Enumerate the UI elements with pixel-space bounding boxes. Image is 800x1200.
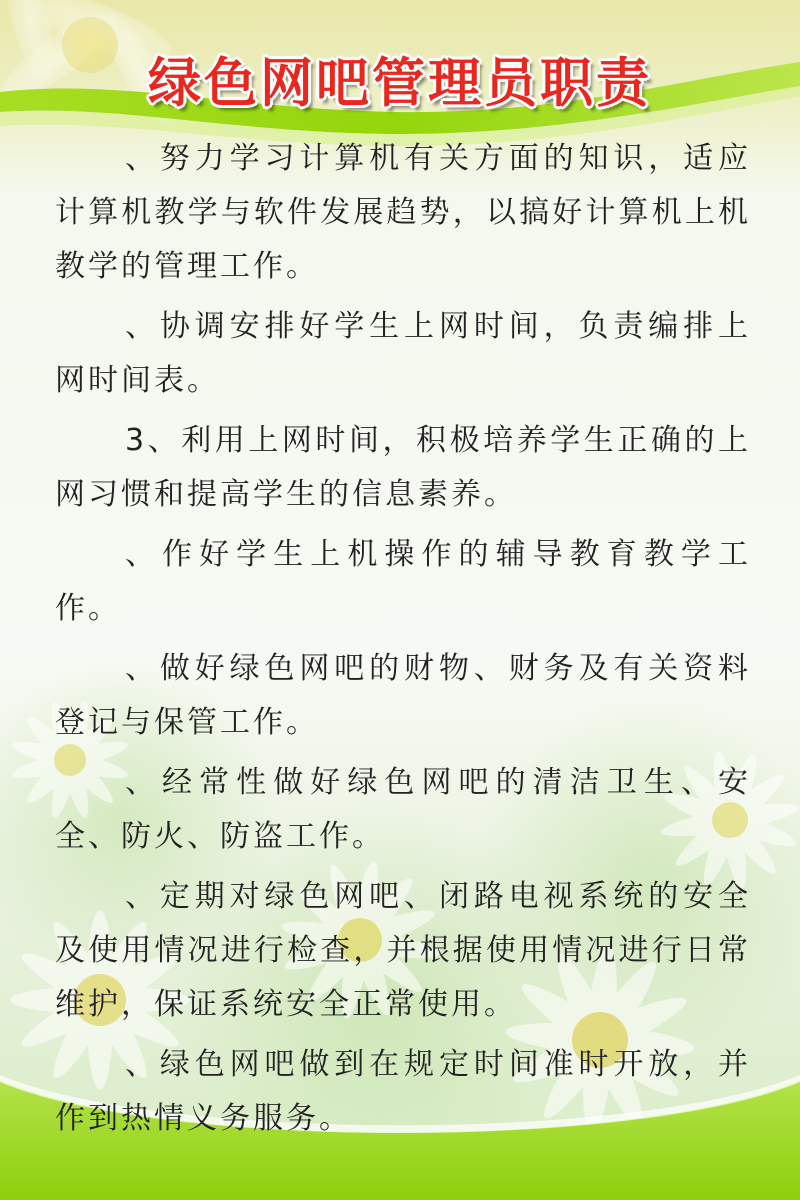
duty-text: 、协调安排好学生上网时间，负责编排上网时间表。 — [55, 309, 751, 398]
duty-number: 3 — [125, 423, 148, 458]
duty-text: 、作好学生上机操作的辅导教育教学工作。 — [55, 537, 751, 626]
duty-item — [55, 132, 751, 294]
duty-item — [55, 870, 751, 1032]
duty-text: 、做好绿色网吧的财物、财务及有关资料登记与保管工作。 — [55, 651, 751, 740]
duty-text: 、定期对绿色网吧、闭路电视系统的安全及使用情况进行检查，并根据使用情况进行日常维护，保证系统安全正常使用。 — [55, 879, 751, 1022]
duties-list — [55, 132, 751, 1152]
duty-item — [55, 756, 751, 864]
duty-item — [55, 642, 751, 750]
poster-title: 绿色网吧管理员职责 — [148, 53, 652, 114]
duty-item — [55, 1038, 751, 1146]
duty-item — [55, 414, 751, 522]
duty-text: 、努力学习计算机有关方面的知识，适应计算机教学与软件发展趋势，以搞好计算机上机教学的管理工作。 — [55, 141, 751, 284]
duty-text: 、经常性做好绿色网吧的清洁卫生、安全、防火、防盗工作。 — [55, 765, 751, 854]
duty-text: 、利用上网时间，积极培养学生正确的上网习惯和提高学生的信息素养。 — [55, 423, 751, 512]
duty-item — [55, 300, 751, 408]
duty-item — [55, 528, 751, 636]
duty-text: 、绿色网吧做到在规定时间准时开放，并作到热情义务服务。 — [55, 1047, 751, 1136]
